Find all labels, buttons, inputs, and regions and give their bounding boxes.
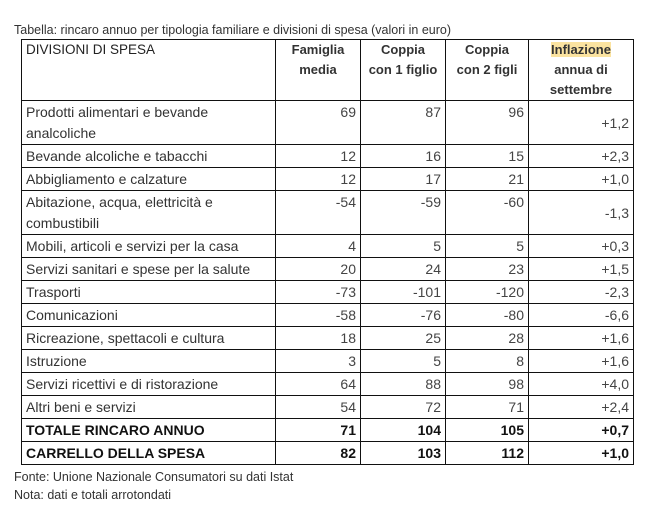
cell-inflazione: +1,0 <box>529 442 634 465</box>
header-inflazione-line3: settembre <box>549 82 613 97</box>
cell-coppia-1: 16 <box>361 145 446 168</box>
cell-coppia-2: 71 <box>446 396 529 419</box>
cell-inflazione: +2,4 <box>529 396 634 419</box>
header-famiglia-line1: Famiglia <box>291 42 345 57</box>
cell-coppia-1: -59 <box>361 191 446 235</box>
cell-inflazione: +1,6 <box>529 350 634 373</box>
cell-coppia-1: 5 <box>361 350 446 373</box>
header-inflazione-line2: annua di <box>554 62 608 77</box>
cell-coppia-1: 24 <box>361 258 446 281</box>
cell-inflazione: -6,6 <box>529 304 634 327</box>
header-coppia-2 <box>446 40 529 101</box>
header-famiglia <box>276 40 361 101</box>
cell-coppia-1: 25 <box>361 327 446 350</box>
row-label: Ricreazione, spettacoli e cultura <box>22 327 276 350</box>
header-inflazione <box>529 40 634 101</box>
cell-famiglia: 71 <box>276 419 361 442</box>
header-famiglia-line2: media <box>299 62 337 77</box>
cell-famiglia: -58 <box>276 304 361 327</box>
cell-coppia-1: 72 <box>361 396 446 419</box>
table-row <box>22 304 634 327</box>
rounding-note: Nota: dati e totali arrotondati <box>14 488 172 502</box>
cell-coppia-1: 5 <box>361 235 446 258</box>
row-label: Altri beni e servizi <box>22 396 276 419</box>
cell-inflazione: +1,0 <box>529 168 634 191</box>
header-row <box>22 40 634 101</box>
header-coppia2-line1: Coppia <box>464 42 510 57</box>
cell-inflazione: +0,3 <box>529 235 634 258</box>
cell-coppia-2: 28 <box>446 327 529 350</box>
cell-coppia-1: 104 <box>361 419 446 442</box>
cell-inflazione: -1,3 <box>529 191 634 235</box>
row-label: Prodotti alimentari e bevande analcoliche <box>22 101 276 145</box>
cell-coppia-2: 21 <box>446 168 529 191</box>
cell-coppia-2: 23 <box>446 258 529 281</box>
cell-coppia-2: 96 <box>446 101 529 145</box>
cell-famiglia: 69 <box>276 101 361 145</box>
header-coppia-1 <box>361 40 446 101</box>
cell-famiglia: -73 <box>276 281 361 304</box>
cell-inflazione: +1,5 <box>529 258 634 281</box>
cell-coppia-2: 15 <box>446 145 529 168</box>
cell-coppia-1: 88 <box>361 373 446 396</box>
cell-coppia-1: 103 <box>361 442 446 465</box>
table-row <box>22 168 634 191</box>
header-coppia2-line2: con 2 figli <box>456 62 518 77</box>
cell-coppia-2: 5 <box>446 235 529 258</box>
cell-famiglia: 20 <box>276 258 361 281</box>
table-row <box>22 350 634 373</box>
table-row <box>22 281 634 304</box>
cell-famiglia: -54 <box>276 191 361 235</box>
row-label: Servizi ricettivi e di ristorazione <box>22 373 276 396</box>
row-label: Bevande alcoliche e tabacchi <box>22 145 276 168</box>
cell-coppia-2: 98 <box>446 373 529 396</box>
cell-coppia-1: -76 <box>361 304 446 327</box>
cell-famiglia: 4 <box>276 235 361 258</box>
row-label: Istruzione <box>22 350 276 373</box>
cell-coppia-2: -120 <box>446 281 529 304</box>
cell-famiglia: 82 <box>276 442 361 465</box>
row-label: Abbigliamento e calzature <box>22 168 276 191</box>
row-label: Mobili, articoli e servizi per la casa <box>22 235 276 258</box>
inflation-table <box>21 39 634 465</box>
cell-inflazione: +0,7 <box>529 419 634 442</box>
cell-famiglia: 54 <box>276 396 361 419</box>
table-row <box>22 327 634 350</box>
cell-coppia-1: -101 <box>361 281 446 304</box>
table-row <box>22 419 634 442</box>
table-row <box>22 191 634 235</box>
source-note: Fonte: Unione Nazionale Consumatori su dati Istat <box>14 470 294 484</box>
header-divisioni: DIVISIONI DI SPESA <box>22 40 276 101</box>
cell-coppia-2: 112 <box>446 442 529 465</box>
cell-coppia-2: -60 <box>446 191 529 235</box>
cell-famiglia: 18 <box>276 327 361 350</box>
cell-inflazione: -2,3 <box>529 281 634 304</box>
table-row <box>22 373 634 396</box>
cell-inflazione: +1,2 <box>529 101 634 145</box>
table-row <box>22 396 634 419</box>
row-label: CARRELLO DELLA SPESA <box>22 442 276 465</box>
table-row <box>22 442 634 465</box>
table-row <box>22 101 634 145</box>
cell-coppia-2: -80 <box>446 304 529 327</box>
header-coppia1-line2: con 1 figlio <box>368 62 438 77</box>
cell-famiglia: 3 <box>276 350 361 373</box>
header-coppia1-line1: Coppia <box>380 42 426 57</box>
cell-coppia-2: 8 <box>446 350 529 373</box>
cell-famiglia: 12 <box>276 168 361 191</box>
row-label: Comunicazioni <box>22 304 276 327</box>
cell-famiglia: 12 <box>276 145 361 168</box>
cell-coppia-1: 87 <box>361 101 446 145</box>
cell-inflazione: +4,0 <box>529 373 634 396</box>
cell-coppia-1: 17 <box>361 168 446 191</box>
row-label: Abitazione, acqua, elettricità e combustibili <box>22 191 276 235</box>
cell-inflazione: +2,3 <box>529 145 634 168</box>
table-caption: Tabella: rincaro annuo per tipologia familiare e divisioni di spesa (valori in euro) <box>14 23 452 37</box>
row-label: Trasporti <box>22 281 276 304</box>
header-inflazione-line1: Inflazione <box>551 42 611 57</box>
row-label: TOTALE RINCARO ANNUO <box>22 419 276 442</box>
cell-coppia-2: 105 <box>446 419 529 442</box>
row-label: Servizi sanitari e spese per la salute <box>22 258 276 281</box>
table-row <box>22 145 634 168</box>
table-row <box>22 235 634 258</box>
cell-famiglia: 64 <box>276 373 361 396</box>
cell-inflazione: +1,6 <box>529 327 634 350</box>
table-row <box>22 258 634 281</box>
